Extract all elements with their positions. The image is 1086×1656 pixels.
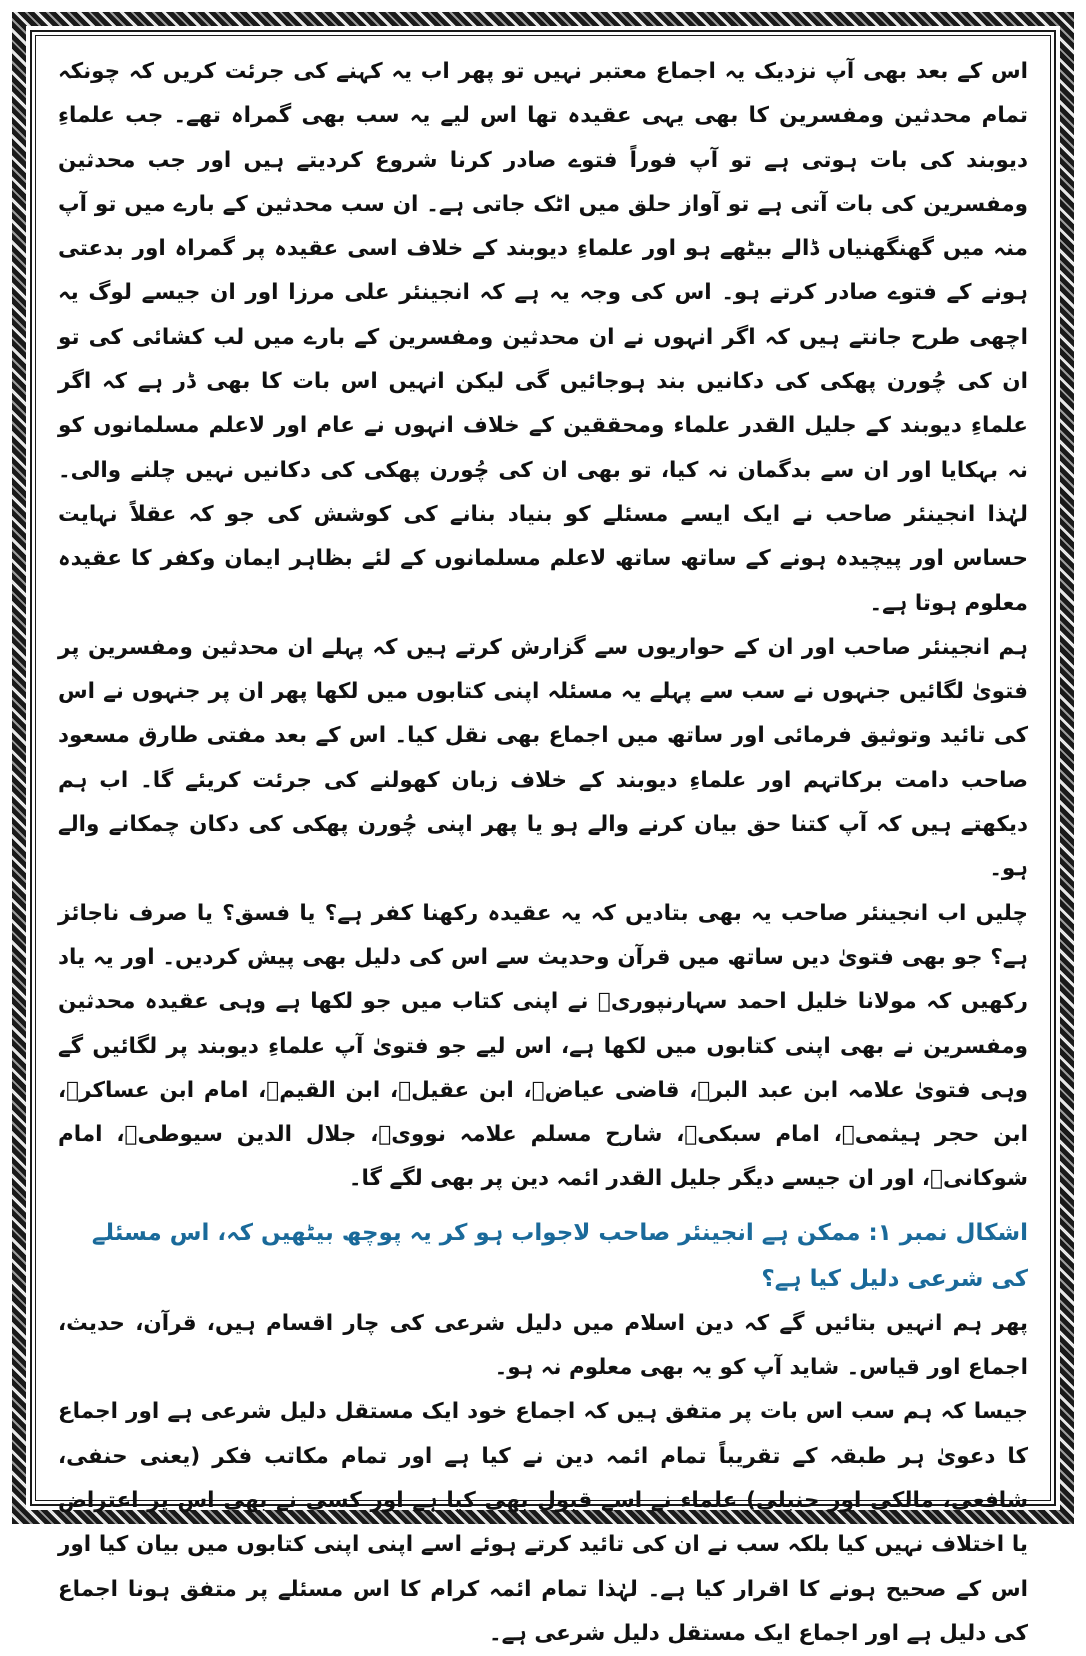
document-body [58, 50, 1028, 1646]
objection-text: ممکن ہے انجینئر صاحب لاجواب ہو کر یہ پوچھ بیٹھیں کہ، اس مسئلے کی شرعی دلیل کیا ہے؟ [91, 1219, 1028, 1292]
paragraph-2: ہم انجینئر صاحب اور ان کے حواریوں سے گزارش کرتے ہیں کہ پہلے ان محدثین ومفسرین پر فتویٰ لگائیں جنہوں نے سب سے پہلے یہ مسئلہ اپنی کتابوں میں لکھا پھر ان پر جنہوں نے اس کی تائید وتوثیق فرمائی اور ساتھ میں اجماع بھی نقل کیا۔ اس کے بعد مفتی طارق مسعود صاحب دامت برکاتہم اور علماءِ دیوبند کے خلاف زبان کھولنے کی جرئت کریئے گا۔ اب ہم دیکھتے ہیں کہ آپ کتنا حق بیان کرنے والے ہو یا پھر اپنی چُورن پھکی کی دکان چمکانے والے ہو۔ [58, 634, 1028, 882]
paragraph-3: چلیں اب انجینئر صاحب یہ بھی بتادیں کہ یہ عقیدہ رکھنا کفر ہے؟ یا فسق؟ یا صرف ناجائز ہے؟ جو بھی فتویٰ دیں ساتھ میں قرآن وحدیث سے اس کی دلیل بھی پیش کردیں۔ اور یہ یاد رکھیں کہ مولانا خلیل احمد سہارنپوریؒ نے اپنی کتاب میں جو لکھا ہے وہی عقیدہ محدثین ومفسرین نے بھی اپنی کتابوں میں لکھا ہے، اس لیے جو فتویٰ آپ علماءِ دیوبند پر لگائیں گے وہی فتویٰ علامہ ابن عبد البرؒ، قاضی عیاضؒ، ابن عقیلؒ، ابن القیمؒ، امام ابن عساکرؒ، ابن حجر ہیثمیؒ، امام سبکیؒ، شارح مسلم علامہ نوویؒ، جلال الدین سیوطیؒ، امام شوکانیؒ، اور ان جیسے دیگر جلیل القدر ائمہ دین پر بھی لگے گا۔ [58, 900, 1028, 1192]
objection-heading [58, 1210, 1028, 1302]
paragraph-4: پھر ہم انہیں بتائیں گے کہ دین اسلام میں دلیل شرعی کی چار اقسام ہیں، قرآن، حدیث، اجماع اور قیاس۔ شاید آپ کو یہ بھی معلوم نہ ہو۔ [58, 1310, 1028, 1381]
paragraph-1: اس کے بعد بھی آپ نزدیک یہ اجماع معتبر نہیں تو پھر اب یہ کہنے کی جرئت کریں کہ چونکہ تمام محدثین ومفسرین کا بھی یہی عقیدہ تھا اس لیے یہ سب بھی گمراہ تھے۔ جب علماءِ دیوبند کی بات ہوتی ہے تو آپ فوراً فتوے صادر کرنا شروع کردیتے ہیں اور جب محدثین ومفسرین کی بات آتی ہے تو آواز حلق میں اٹک جاتی ہے۔ ان سب محدثین کے بارے میں تو آپ منہ میں گھنگھنیاں ڈالے بیٹھے ہو اور علماءِ دیوبند کے خلاف اسی عقیدہ پر گمراہ اور بدعتی ہونے کے فتوے صادر کرتے ہو۔ اس کی وجہ یہ ہے کہ انجینئر علی مرزا اور ان جیسے لوگ یہ اچھی طرح جانتے ہیں کہ اگر انہوں نے ان محدثین ومفسرین کے بارے میں لب کشائی کی تو ان کی چُورن پھکی کی دکانیں بند ہوجائیں گی لیکن انہیں اس بات کا بھی ڈر ہے کہ اگر علماءِ دیوبند کے جلیل القدر علماء ومحققین کے خلاف انہوں نے عام اور لاعلم مسلمانوں کو نہ بہکایا اور ان سے بدگمان نہ کیا، تو بھی ان کی چُورن پھکی کی دکانیں نہیں چلنے والی۔ لہٰذا انجینئر صاحب نے ایک ایسے مسئلے کو بنیاد بنانے کی کوشش کی جو کہ عقلاً نہایت حساس اور پیچیدہ ہونے کے ساتھ ساتھ لاعلم مسلمانوں کے لئے بظاہر ایمان وکفر کا عقیدہ معلوم ہوتا ہے۔ [58, 59, 1028, 616]
objection-label: اشکال نمبر ۱: [868, 1219, 1028, 1246]
paragraph-5: جیسا کہ ہم سب اس بات پر متفق ہیں کہ اجماع خود ایک مستقل دلیل شرعی ہے اور اجماع کا دعویٰ ہر طبقہ کے تقریباً تمام ائمہ دین نے کیا ہے اور تمام مکاتب فکر (یعنی حنفی، شافعی، مالکی اور حنبلی) علماء نے اسے قبول بھی کیا ہے اور کسی نے بھی اس پر اعتراض یا اختلاف نہیں کیا بلکہ سب نے ان کی تائید کرتے ہوئے اسے اپنی اپنی کتابوں میں بیان کیا اور اس کے صحیح ہونے کا اقرار کیا ہے۔ لہٰذا تمام ائمہ کرام کا اس مسئلے پر متفق ہونا اجماع کی دلیل ہے اور اجماع ایک مستقل دلیل شرعی ہے۔ [58, 1399, 1028, 1646]
